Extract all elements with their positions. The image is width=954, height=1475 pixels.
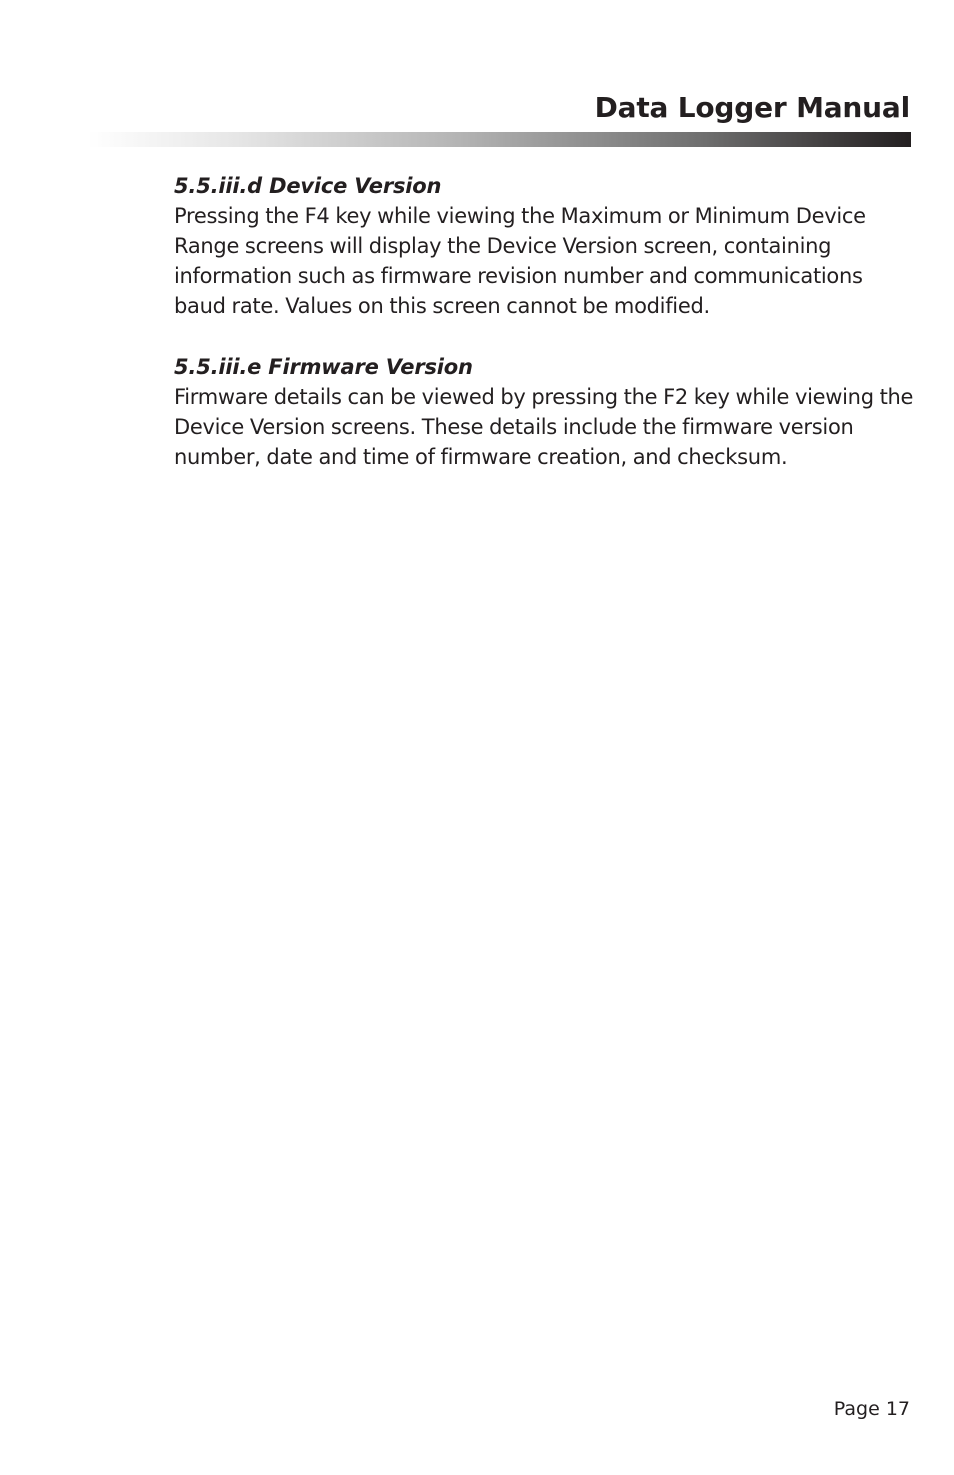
section-paragraph: Pressing the F4 key while viewing the Maximum or Minimum Device Range screens will display the Device Version screen, containing information such as firmware revision number and communications baud rate. Values on this screen cannot be modified.: [174, 204, 866, 318]
section-heading: 5.5.iii.d Device Version: [174, 174, 442, 198]
header-gradient-rule: [88, 132, 911, 147]
section-heading: 5.5.iii.e Firmware Version: [174, 355, 473, 379]
section-firmware-version: [174, 352, 914, 472]
main-content: [174, 171, 914, 503]
section-paragraph: Firmware details can be viewed by pressing the F2 key while viewing the Device Version screens. These details include the firmware version number, date and time of firmware creation, and checksum.: [174, 385, 914, 469]
section-device-version: [174, 171, 914, 321]
page-number: Page 17: [833, 1398, 910, 1420]
page-header-title: Data Logger Manual: [594, 91, 910, 124]
